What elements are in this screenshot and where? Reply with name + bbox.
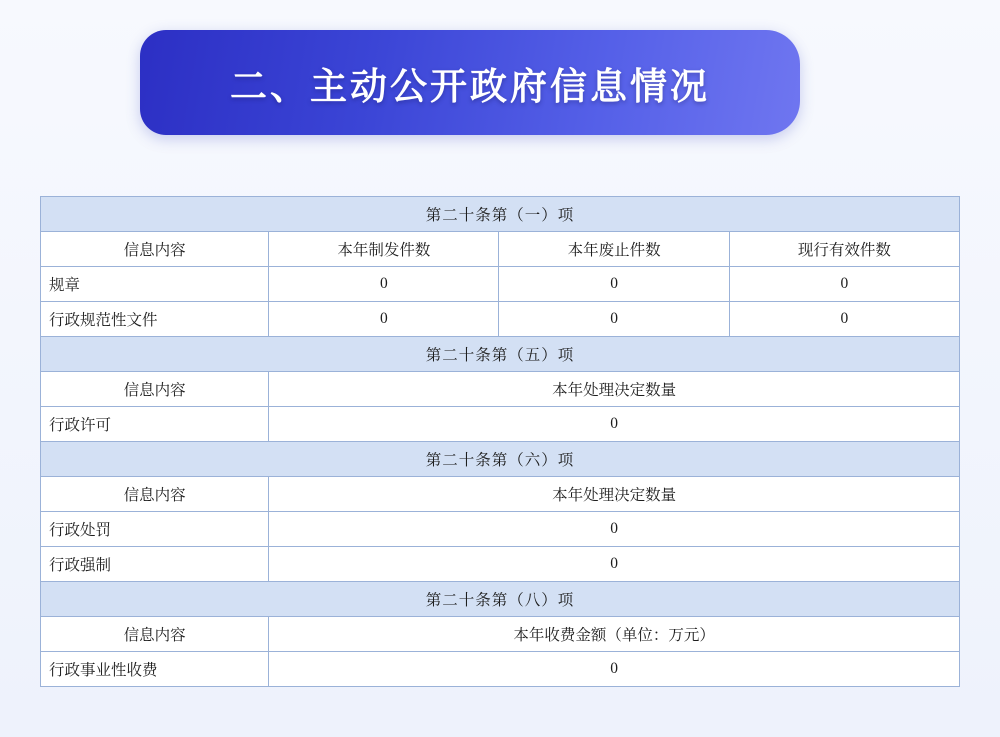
- column-header-cell: 本年废止件数: [499, 232, 729, 267]
- column-header-cell: 信息内容: [41, 232, 269, 267]
- column-header-row: [41, 232, 960, 267]
- row-label: 规章: [41, 267, 269, 302]
- section-title: 第二十条第（一）项: [41, 197, 960, 232]
- row-value: 0: [269, 267, 499, 302]
- row-label: 行政强制: [41, 547, 269, 582]
- column-header-cell: 本年处理决定数量: [269, 477, 960, 512]
- table-row: [41, 407, 960, 442]
- banner: [140, 30, 800, 135]
- section-title: 第二十条第（五）项: [41, 337, 960, 372]
- section-header-row: [41, 442, 960, 477]
- row-value: 0: [269, 652, 960, 687]
- table-row: [41, 547, 960, 582]
- column-header-row: [41, 372, 960, 407]
- table-row: [41, 652, 960, 687]
- column-header-cell: 信息内容: [41, 617, 269, 652]
- row-label: 行政规范性文件: [41, 302, 269, 337]
- report-table-container: [40, 196, 960, 687]
- row-value: 0: [729, 267, 959, 302]
- column-header-cell: 信息内容: [41, 477, 269, 512]
- row-value: 0: [269, 512, 960, 547]
- section-title: 第二十条第（八）项: [41, 582, 960, 617]
- table-row: [41, 267, 960, 302]
- column-header-cell: 本年处理决定数量: [269, 372, 960, 407]
- row-value: 0: [499, 302, 729, 337]
- row-value: 0: [729, 302, 959, 337]
- section-header-row: [41, 582, 960, 617]
- section-header-row: [41, 337, 960, 372]
- column-header-cell: 本年制发件数: [269, 232, 499, 267]
- row-label: 行政事业性收费: [41, 652, 269, 687]
- table-row: [41, 302, 960, 337]
- page-title: 二、主动公开政府信息情况: [230, 65, 710, 107]
- column-header-row: [41, 477, 960, 512]
- banner-shape: [140, 30, 800, 135]
- row-value: 0: [499, 267, 729, 302]
- column-header-cell: 现行有效件数: [729, 232, 959, 267]
- section-title: 第二十条第（六）项: [41, 442, 960, 477]
- row-value: 0: [269, 547, 960, 582]
- row-value: 0: [269, 407, 960, 442]
- section-header-row: [41, 197, 960, 232]
- row-label: 行政许可: [41, 407, 269, 442]
- column-header-cell: 信息内容: [41, 372, 269, 407]
- column-header-cell: 本年收费金额（单位：万元）: [269, 617, 960, 652]
- report-table: [40, 196, 960, 687]
- column-header-row: [41, 617, 960, 652]
- row-value: 0: [269, 302, 499, 337]
- table-row: [41, 512, 960, 547]
- row-label: 行政处罚: [41, 512, 269, 547]
